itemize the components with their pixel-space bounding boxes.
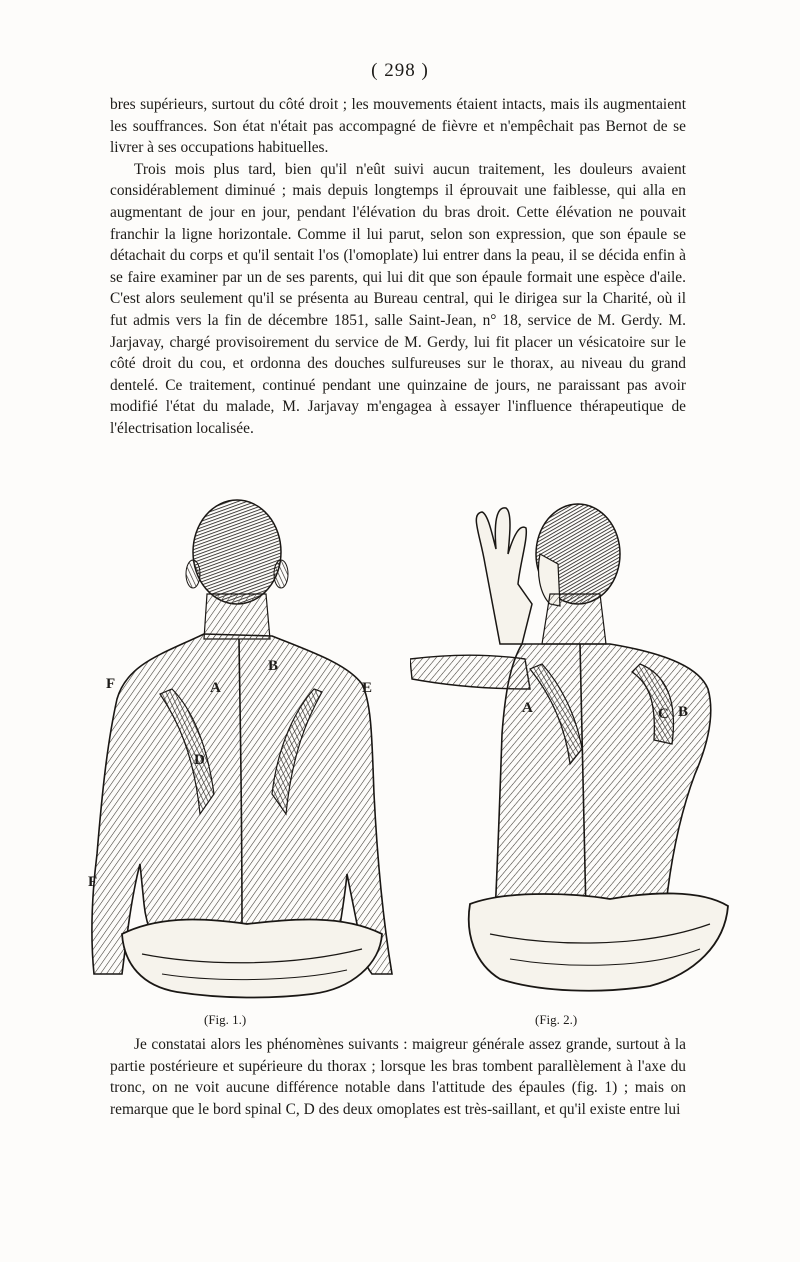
figure-1-illustration [82, 494, 400, 1004]
fig2-letter-C: C [658, 706, 669, 722]
paragraph: Trois mois plus tard, bien qu'il n'eût suivi aucun traitement, les douleurs avaient considérablement diminué ; mais depuis longtemps il éprouvait une faiblesse, qui alla en augmentant de jour en jour, pendant l'élévation du bras droit. Cette élévation ne pouvait franchir la ligne horizontale. Comme il lui parut, selon son expression, que son épaule se détachait du corps et qu'il sentait l'os (l'omoplate) lui entrer dans la peau, il se décida enfin à se faire examiner par un de ses parents, qui lui dit que son épaule formait une espèce d'aile. C'est alors seulement qu'il se présenta au Bureau central, qui le dirigea sur la Charité, où il fut admis vers la fin de décembre 1851, salle Saint-Jean, n° 18, service de M. Gerdy. M. Jarjavay, chargé provisoirement du service de M. Gerdy, lui fit placer un vésicatoire sur le côté droit du cou, et ordonna des douches sulfureuses sur le thorax, au niveau du grand dentelé. Ce traitement, continué pendant une quinzaine de jours, ne paraissant pas avoir modifié l'état du malade, M. Jarjavay m'engagea à essayer l'influence thérapeutique de l'électrisation localisée. [110, 160, 686, 437]
figures-area [82, 494, 732, 1014]
page-number: ( 298 ) [371, 60, 429, 81]
paragraph: bres supérieurs, surtout du côté droit ; les mouvements étaient intacts, mais ils augmentaient les souffrances. Son état n'était pas accompagné de fièvre et n'empêchait pas Bernot de se livrer à ses occupations habituelles. [110, 96, 686, 157]
figure-2-illustration [410, 494, 732, 1004]
paragraph: Je constatai alors les phénomènes suivants : maigreur générale assez grande, surtout à la partie postérieure et supérieure du thorax ; lorsque les bras tombent parallèlement à l'axe du tronc, on ne voit aucune différence notable dans l'attitude des épaules (fig. 1) ; mais on remarque que le bord spinal C, D des deux omoplates est très-saillant, et qu'il existe entre lui [110, 1036, 686, 1118]
fig1-letter-A: A [210, 680, 221, 696]
fig1-letter-E: E [362, 680, 373, 696]
figure-2-caption: (Fig. 2.) [535, 1012, 578, 1027]
fig2-letter-B: B [678, 704, 689, 720]
fig2-letter-A: A [522, 700, 533, 716]
figure-1-caption: (Fig. 1.) [204, 1012, 247, 1027]
back-view-illustration [82, 494, 400, 1004]
fig1-letter-D: D [194, 752, 205, 768]
fig1-letter-F-lower: F [88, 874, 98, 890]
fig1-letter-F-left: F [106, 676, 116, 692]
raised-arm-illustration [410, 494, 732, 1004]
text-block-bottom [110, 1034, 686, 1120]
text-block-top [110, 94, 686, 440]
fig1-letter-B: B [268, 658, 279, 674]
